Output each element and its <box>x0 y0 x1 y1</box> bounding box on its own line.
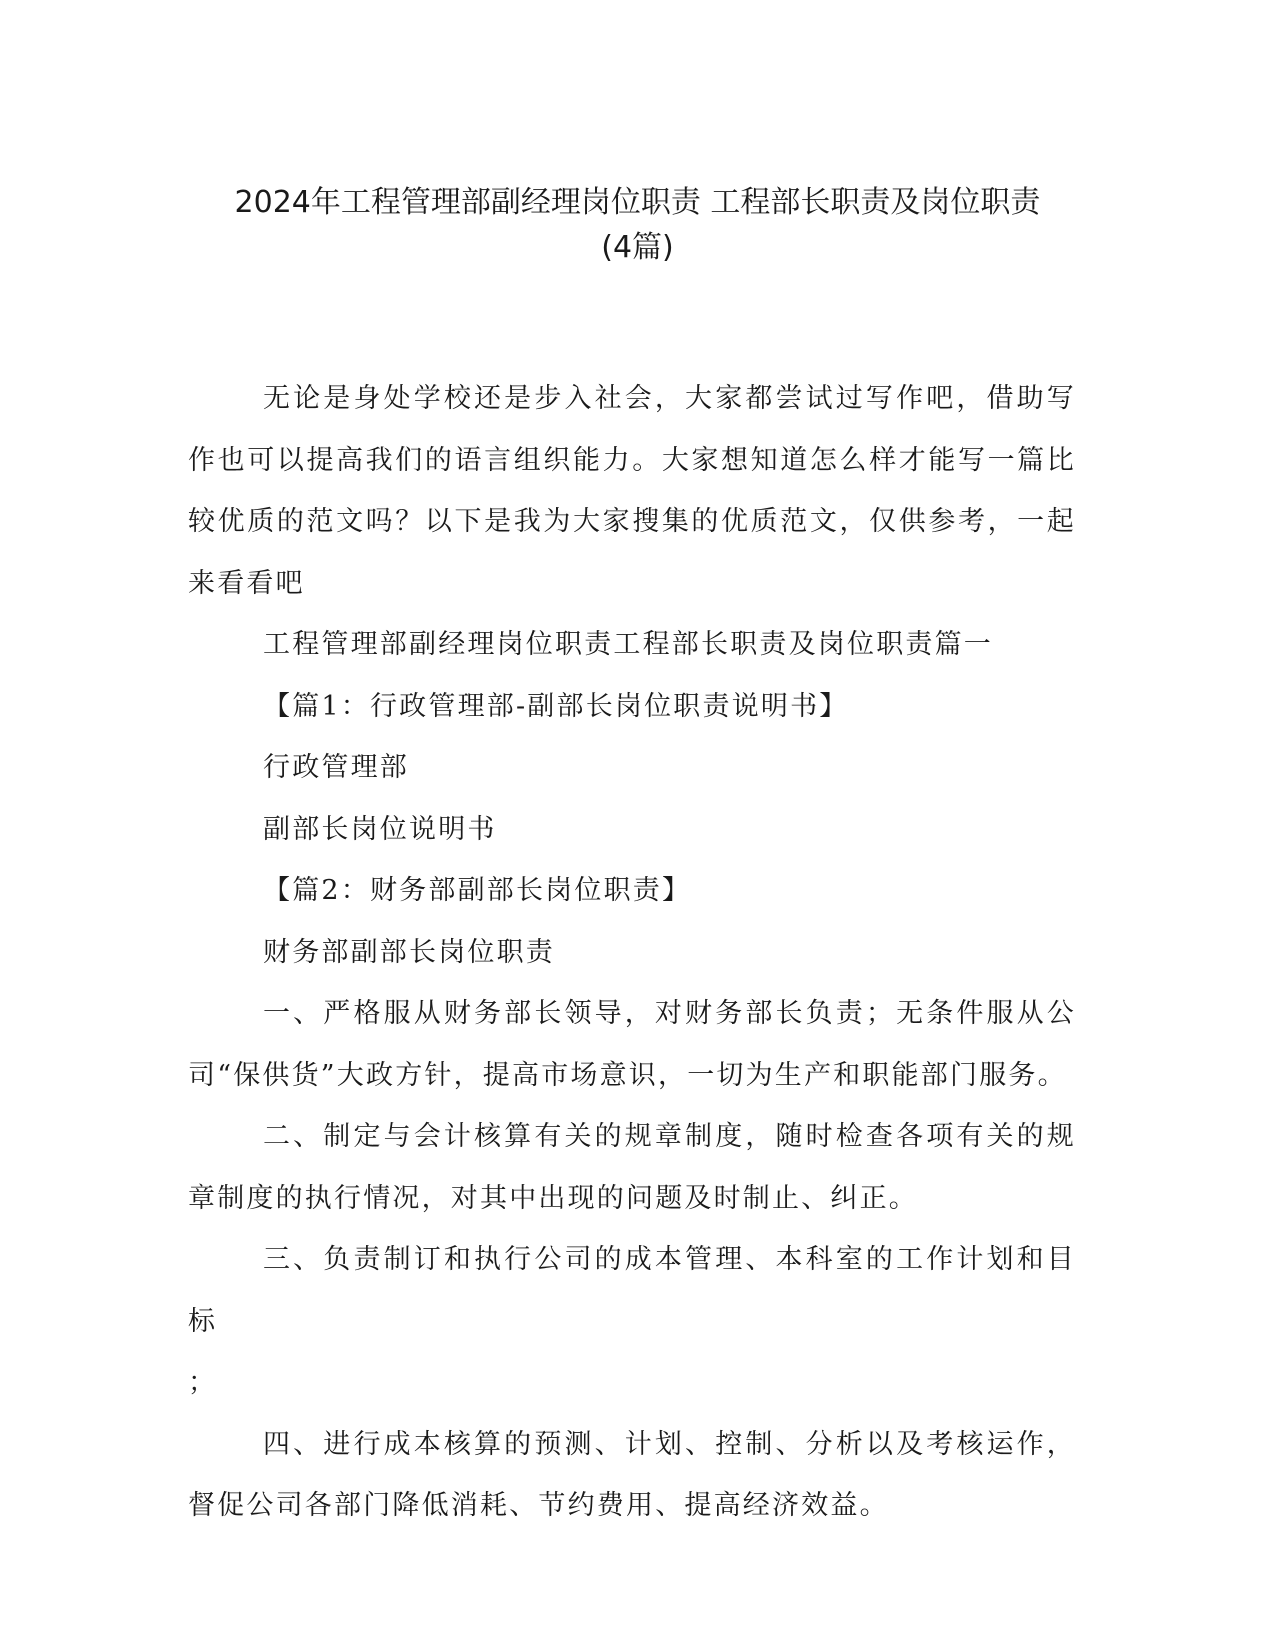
duty-item-2: 二、制定与会计核算有关的规章制度，随时检查各项有关的规章制度的执行情况，对其中出现的问题及时制止、纠正。 <box>188 1121 1076 1214</box>
duty-item-3-tail: ； <box>188 1367 218 1398</box>
article-1-heading: 【篇1：行政管理部-副部长岗位职责说明书】 <box>263 690 849 722</box>
section-heading: 工程管理部副经理岗位职责工程部长职责及岗位职责篇一 <box>263 629 993 660</box>
article-2-heading: 【篇2：财务部副部长岗位职责】 <box>263 875 692 906</box>
title-line-2: (4篇) <box>601 230 674 265</box>
job-description-title: 副部长岗位说明书 <box>263 813 497 845</box>
title-line-1: 2024年工程管理部副经理岗位职责 工程部长职责及岗位职责 <box>234 185 1041 220</box>
document-body <box>188 368 1076 1537</box>
department-name: 行政管理部 <box>263 752 409 783</box>
article-2-subtitle: 财务部副部长岗位职责 <box>263 936 555 968</box>
duty-item-3: 三、负责制订和执行公司的成本管理、本科室的工作计划和目标 <box>188 1244 1076 1337</box>
duty-item-4: 四、进行成本核算的预测、计划、控制、分析以及考核运作，督促公司各部门降低消耗、节约费用、提高经济效益。 <box>188 1428 1076 1521</box>
document-title <box>150 180 1125 270</box>
intro-paragraph: 无论是身处学校还是步入社会，大家都尝试过写作吧，借助写作也可以提高我们的语言组织能力。大家想知道怎么样才能写一篇比较优质的范文吗？以下是我为大家搜集的优质范文，仅供参考，一起来看看吧 <box>188 383 1076 599</box>
duty-item-1: 一、严格服从财务部长领导，对财务部长负责；无条件服从公司“保供货”大政方针，提高市场意识，一切为生产和职能部门服务。 <box>188 998 1076 1091</box>
